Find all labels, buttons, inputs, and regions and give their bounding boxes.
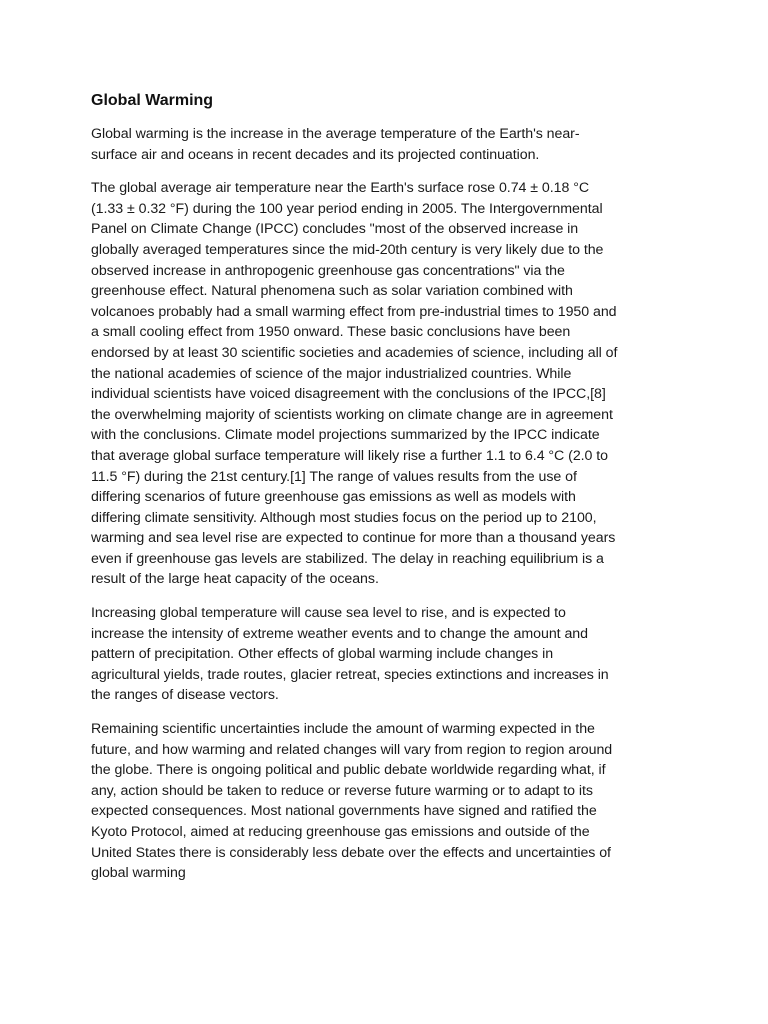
document-body: [91, 90, 676, 897]
paragraph-intro: Global warming is the increase in the average temperature of the Earth's near- surface air and oceans in recent decades and its projected continuation.: [91, 126, 580, 163]
document-title: Global Warming: [91, 92, 214, 109]
paragraph-uncertainties: Remaining scientific uncertainties include the amount of warming expected in the future, and how warming and related changes will vary from region to region around the globe. There is ongoing political and public debate worldwide regarding what, if any, action should be taken to reduce or reverse future warming or to adapt to its expected consequences. Most national governments have signed and ratified the Kyoto Protocol, aimed at reducing greenhouse gas emissions and outside of the United States there is considerably less debate over the effects and uncertainties of global warming: [91, 721, 613, 882]
paragraph-effects: Increasing global temperature will cause sea level to rise, and is expected to increase the intensity of extreme weather events and to change the amount and pattern of precipitation. Other effects of global warming include changes in agricultural yields, trade routes, glacier retreat, species extinctions and increases in the ranges of disease vectors.: [91, 605, 609, 704]
paragraph-temperature-rise: The global average air temperature near the Earth's surface rose 0.74 ± 0.18 °C (1.33 ± 0.32 °F) during the 100 year period ending in 2005. The Intergovernmental Panel on Climate Change (IPCC) concludes "most of the observed increase in globally averaged temperatures since the mid-20th century is very likely due to the observed increase in anthropogenic greenhouse gas concentrations" via the greenhouse effect. Natural phenomena such as solar variation combined with volcanoes probably had a small warming effect from pre-industrial times to 1950 and a small cooling effect from 1950 onward. These basic conclusions have been endorsed by at least 30 scientific societies and academies of science, including all of the national academies of science of the major industrialized countries. While individual scientists have voiced disagreement with the conclusions of the IPCC,[8] the overwhelming majority of scientists working on climate change are in agreement with the conclusions. Climate model projections summarized by the IPCC indicate that average global surface temperature will likely rise a further 1.1 to 6.4 °C (2.0 to 11.5 °F) during the 21st century.[1] The range of values results from the use of differing scenarios of future greenhouse gas emissions as well as models with differing climate sensitivity. Although most studies focus on the period up to 2100, warming and sea level rise are expected to continue for more than a thousand years even if greenhouse gas levels are stabilized. The delay in reaching equilibrium is a result of the large heat capacity of the oceans.: [91, 180, 618, 588]
